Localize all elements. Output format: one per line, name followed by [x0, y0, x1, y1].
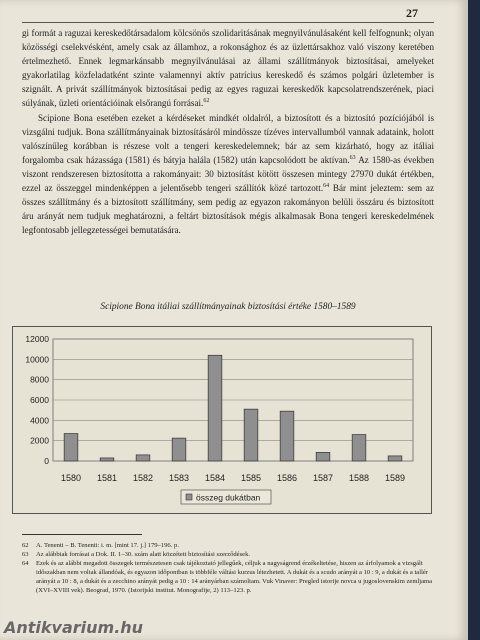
x-tick-label: 1582 — [132, 473, 154, 483]
y-tick-label: 4000 — [30, 415, 49, 426]
footnote-rule — [22, 534, 142, 535]
x-tick-label: 1581 — [96, 473, 118, 483]
bar-1581 — [100, 458, 114, 461]
bar-1589 — [388, 456, 402, 461]
page-number: 27 — [406, 6, 418, 20]
y-tick-label: 2000 — [30, 435, 49, 446]
bar-1580 — [64, 434, 78, 461]
footnote-number: 64 — [22, 560, 29, 568]
y-tick-label: 10000 — [25, 354, 49, 365]
footnote-ref-62[interactable]: 62 — [203, 98, 210, 105]
footnote-number: 63 — [22, 551, 29, 559]
footnote-text: Ezek és az alábbi megadott összegek természetesen csak tájékoztató jellegűek, céljuk a nagyságrend érzékeltetése, hiszen az árfolyamok a vizsgált időszakban nem voltak állandóak, és egyazon időpontban is többféle váltási kurzus létezhetett. A dukát és a scudo arányát a 10 : 9, a dukát és a tallér arányát a 10 : 8, a dukát és a zecchino arányát pedig a 10 : 14 arányárban számoltam. Vuk Vinaver: Pregled istorije novca u jugoslovenskim zemljama (XVI–XVIII vek). Beograd, 1970. (Istorijski institut. Monografije, 2) 113–123. p. — [36, 560, 433, 595]
x-tick-label: 1583 — [168, 473, 190, 483]
bar-1587 — [316, 452, 330, 461]
y-tick-label: 8000 — [30, 374, 49, 385]
footnote-text: A. Tenenti – B. Tenenti: i. m. [mint 17. j.] 179–196. p. — [36, 542, 179, 549]
bar-1586 — [280, 411, 294, 461]
footnote-62 — [22, 541, 434, 550]
watermark: Antikvarium.hu — [4, 618, 144, 637]
paragraph-2 — [22, 111, 434, 238]
paragraph-2-text-end: Bár mint jeleztem: sem az összes szállítmány és a biztosított szállítmány, sem pedig az egyazon rakományon belüli összáru és biztosított áru arányát nem tudjuk meghatározni, a feltárt biztosítások mégis alkalmasak Bona tengeri kereskedelmének legfontosabb jellegzetességei bemutatására. — [22, 183, 434, 236]
x-tick-label: 1580 — [60, 473, 82, 483]
footnote-63 — [22, 550, 434, 559]
chart-title: Scipione Bona itáliai szállítmányainak biztosítási értéke 1580–1589 — [100, 302, 356, 312]
x-tick-label: 1585 — [240, 473, 262, 483]
footnote-number: 62 — [22, 542, 29, 549]
bar-chart — [13, 327, 431, 513]
x-tick-label: 1589 — [384, 473, 406, 483]
body-text — [22, 26, 434, 237]
x-tick-label: 1586 — [276, 473, 298, 483]
footnotes — [22, 541, 434, 596]
footnote-ref-63[interactable]: 63 — [349, 154, 356, 161]
legend-label: összeg dukátban — [196, 492, 261, 503]
legend-swatch — [186, 494, 192, 500]
x-tick-label: 1587 — [312, 473, 334, 483]
bar-1588 — [352, 435, 366, 461]
footnote-ref-64[interactable]: 64 — [323, 183, 330, 189]
x-tick-label: 1584 — [204, 473, 226, 483]
y-tick-label: 12000 — [25, 334, 49, 344]
chart-container — [12, 326, 432, 514]
y-tick-label: 6000 — [30, 395, 49, 405]
bar-1585 — [244, 409, 258, 461]
bar-1584 — [208, 355, 222, 461]
bar-1583 — [172, 438, 186, 461]
paragraph-2-text: Scipione Bona esetében ezeket a kérdéseket mindkét oldalról, a biztosított és a biztosító pozíciójából is vizsgálni tudjuk. Bona szállítmányainak biztosításáról mindössze tízéves intervallumból vannak adataink, holott valószínűleg korábban is részese volt a tengeri kereskedelemnek; bár az sem kizárható, hogy az itáliai forgalomba csak házassága (1581) és bátyja halála (1582) után kapcsolódott be aktívan. — [22, 112, 434, 165]
bar-1582 — [136, 455, 150, 461]
paragraph-1-text: gi formát a raguzai kereskedőtársadalom kölcsönös szolidaritásának megnyilvánulásaként kell felfognunk; olyan közösségi cselekvésként, amely csak az államhoz, a rokonsághoz és az üzlettársakhoz való viszony keretében értelmezhető. Ennek legmarkánsabb megnyilvánulásai az állami szállítmányok biztosításai, amelyeket gyakorlatilag közfeladatként szinte valamennyi aktív patrícius kereskedő és számos polgári üzletember is szignált. A privát szállítmányok biztosításai pedig az egyes raguzai kereskedők kapcsolatrendszerének, piaci súlyának, üzleti orientációinak elsőrangú forrásai. — [22, 28, 434, 109]
y-tick-label: 0 — [44, 456, 49, 466]
x-tick-label: 1588 — [348, 473, 370, 483]
header-rule — [22, 22, 434, 23]
paragraph-2-text-cont: Az 1580-as években viszont rendszeresen biztosította a rakományait: 30 biztosítást kötött összesen mintegy 27970 dukát értékben, ezzel az összeggel mindenképpen a jelentősebb tengeri szállítók közé tartozott. — [22, 154, 434, 194]
paragraph-1 — [22, 26, 434, 111]
footnote-text: Az alábbiak forrásai a Dok. II. 1–30. szám alatt közzétett biztosítási szerződések. — [36, 551, 251, 559]
footnote-64 — [22, 559, 434, 595]
